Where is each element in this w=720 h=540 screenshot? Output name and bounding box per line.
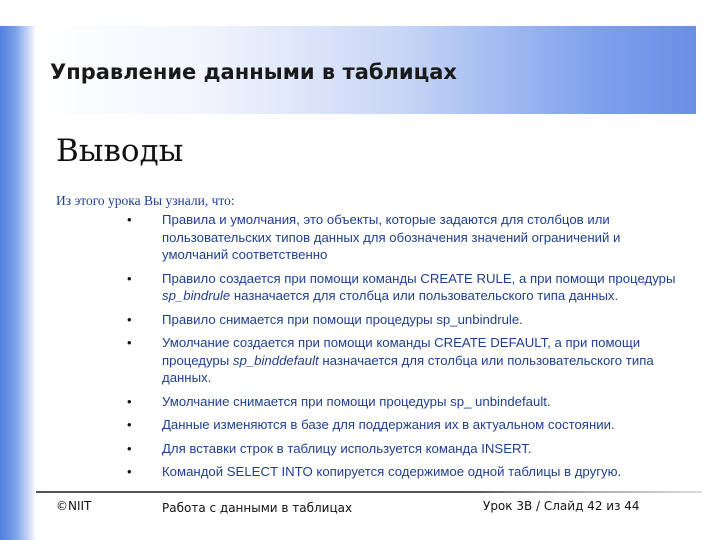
bullet-text: назначается для столбца или пользовательского типа данных.	[162, 352, 654, 385]
bullet-text: Для вставки строк в таблицу используется команда INSERT.	[162, 440, 532, 456]
procedure-name: sp_binddefault	[232, 352, 319, 368]
footer-course-title: Работа с данными в таблицах	[162, 501, 353, 515]
bullet-dot-icon: •	[127, 464, 132, 479]
bullet-text: Командой SELECT INTO копируется содержимое одной таблицы в другую.	[162, 464, 622, 479]
bullet-text: Правила и умолчания, это объекты, которые задаются для столбцов или пользовательских типов данных для обозначения значений ограничений и умолчаний соответственно	[162, 212, 621, 262]
procedure-name: sp_bindrule	[162, 288, 231, 303]
bullet-item	[127, 393, 682, 411]
bullet-item	[127, 416, 682, 434]
bullet-item	[127, 440, 682, 458]
bullet-dot-icon: •	[127, 417, 132, 432]
bullet-dot-icon: •	[127, 270, 132, 286]
bullet-item	[127, 270, 682, 305]
left-bar-top-gap	[0, 0, 36, 26]
bullet-text: Данные изменяются в базе для поддержания их в актуальном состоянии.	[162, 417, 615, 432]
bullet-dot-icon: •	[127, 212, 132, 227]
bullet-item	[127, 211, 682, 264]
bullet-item	[127, 463, 682, 481]
footer-divider-fade	[470, 491, 702, 493]
footer-divider	[36, 491, 470, 493]
page-title: Управление данными в таблицах	[50, 60, 457, 84]
bullet-dot-icon: •	[127, 393, 132, 409]
bullet-text: назначается для столбца или пользовательского типа данных.	[230, 288, 619, 303]
bullet-text: Умолчание создается при помощи команды CREATE DEFAULT, а при помощи процедуры	[162, 335, 641, 368]
bullet-text: Умолчание снимается при помощи процедуры sp_ unbindefault.	[162, 393, 551, 409]
bullet-text: Правило снимается при помощи процедуры sp_unbindrule.	[162, 311, 523, 327]
footer-slide-number: Урок 3B / Слайд 42 из 44	[483, 499, 640, 513]
bullet-dot-icon: •	[127, 311, 132, 327]
intro-text: Из этого урока Вы узнали, что:	[56, 193, 235, 208]
bullet-text: Правило создается при помощи команды CREATE RULE, а при помощи процедуры	[162, 270, 676, 286]
left-decorative-bar	[0, 0, 36, 540]
bullet-item	[127, 311, 682, 329]
section-title: Выводы	[56, 133, 184, 169]
footer-copyright: ©NIIT	[56, 499, 92, 513]
bullet-list	[127, 211, 682, 487]
bullet-dot-icon: •	[127, 440, 132, 456]
bullet-item	[127, 334, 682, 387]
bullet-dot-icon: •	[127, 335, 132, 350]
